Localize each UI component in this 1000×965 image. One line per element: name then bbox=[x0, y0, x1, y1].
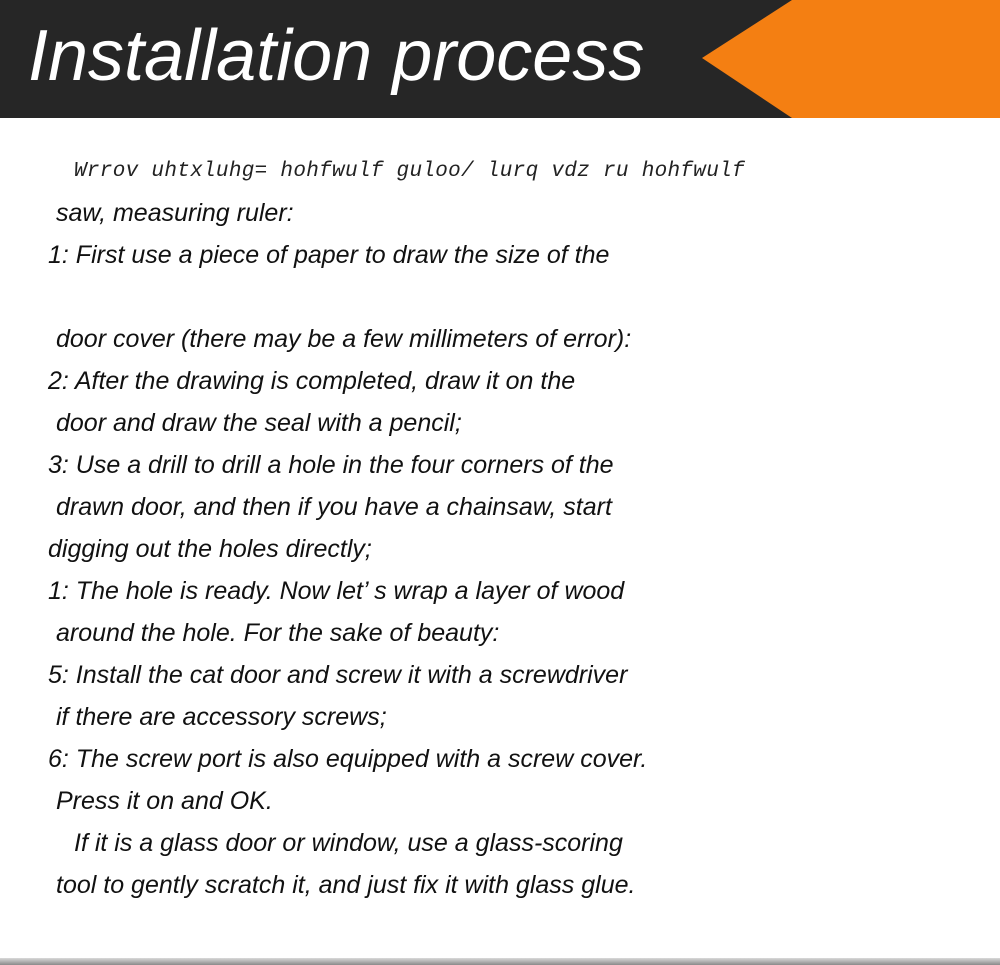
step-6-line: 6: The screw port is also equipped with a screw cover. bbox=[48, 745, 648, 773]
step-1-line-continued: door cover (there may be a few millimeters of error): bbox=[56, 325, 632, 353]
page-title: Installation process bbox=[28, 16, 645, 96]
tools-required-line: Wrrov uhtxluhg= hohfwulf guloo/ lurq vdz ru hohfwulf bbox=[74, 160, 745, 183]
step-6-line-continued: Press it on and OK. bbox=[56, 787, 273, 815]
step-1-line: 1: First use a piece of paper to draw the size of the bbox=[48, 241, 610, 269]
step-5-line-continued: if there are accessory screws; bbox=[56, 703, 387, 731]
bottom-divider bbox=[0, 958, 1000, 965]
step-3-line-end: digging out the holes directly; bbox=[48, 535, 372, 563]
header-banner bbox=[0, 0, 1000, 118]
glass-door-note-line-continued: tool to gently scratch it, and just fix it with glass glue. bbox=[56, 871, 636, 899]
instructions-body bbox=[0, 118, 1000, 965]
step-3-line: 3: Use a drill to drill a hole in the four corners of the bbox=[48, 451, 614, 479]
step-4-line: 1: The hole is ready. Now let’ s wrap a layer of wood bbox=[48, 577, 625, 605]
step-3-line-continued: drawn door, and then if you have a chainsaw, start bbox=[56, 493, 612, 521]
step-5-line: 5: Install the cat door and screw it with a screwdriver bbox=[48, 661, 628, 689]
glass-door-note-line: If it is a glass door or window, use a glass-scoring bbox=[74, 829, 623, 857]
step-2-line-continued: door and draw the seal with a pencil; bbox=[56, 409, 462, 437]
tools-required-line-continued: saw, measuring ruler: bbox=[56, 199, 294, 227]
step-2-line: 2: After the drawing is completed, draw it on the bbox=[48, 367, 576, 395]
step-4-line-continued: around the hole. For the sake of beauty: bbox=[56, 619, 500, 647]
orange-arrow-shape bbox=[702, 0, 1000, 118]
